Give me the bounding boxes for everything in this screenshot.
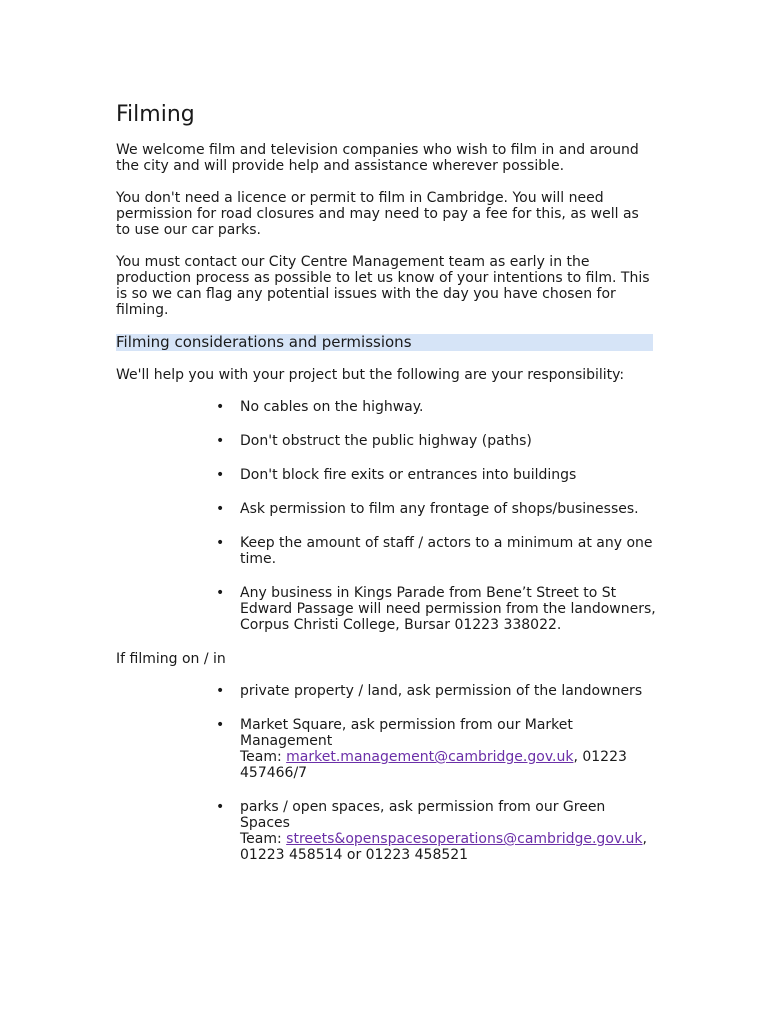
list-item-text: No cables on the highway. bbox=[240, 399, 424, 415]
list-item-text: Keep the amount of staff / actors to a minimum at any one time. bbox=[240, 535, 653, 567]
list-item bbox=[116, 467, 656, 483]
list-item-text: Any business in Kings Parade from Bene’t Street to St Edward Passage will need permission from the landowners, Corpus Christi College, Bursar 01223 338022. bbox=[240, 585, 656, 633]
bullet-icon: • bbox=[216, 717, 225, 733]
bullet-icon: • bbox=[216, 399, 225, 415]
list-item bbox=[116, 399, 656, 415]
contact-paragraph: You must contact our City Centre Management team as early in the production process as possible to let us know of your intentions to film. This is so we can flag any potential issues with the day you have chosen for filming. bbox=[116, 254, 650, 318]
filming-on-intro: If filming on / in bbox=[116, 651, 226, 667]
list-item-text: Don't obstruct the public highway (paths) bbox=[240, 433, 532, 449]
open-spaces-email-link[interactable]: streets&openspacesoperations@cambridge.gov.uk bbox=[286, 831, 643, 847]
bullet-icon: • bbox=[216, 501, 225, 517]
responsibility-intro: We'll help you with your project but the following are your responsibility: bbox=[116, 367, 625, 383]
licence-paragraph: You don't need a licence or permit to film in Cambridge. You will need permission for road closures and may need to pay a fee for this, as well as to use our car parks. bbox=[116, 190, 639, 238]
responsibility-list bbox=[116, 399, 656, 633]
intro-paragraph: We welcome film and television companies who wish to film in and around the city and will provide help and assistance wherever possible. bbox=[116, 142, 639, 174]
phone-text: , 01223 457466/7 bbox=[240, 749, 627, 781]
team-label: Team: bbox=[240, 831, 287, 847]
location-permission-list bbox=[116, 683, 656, 863]
list-item-text: private property / land, ask permission of the landowners bbox=[240, 683, 643, 699]
list-item-text: parks / open spaces, ask permission from our Green Spaces bbox=[240, 799, 606, 831]
list-item-text: Don't block fire exits or entrances into buildings bbox=[240, 467, 577, 483]
list-item bbox=[116, 683, 656, 699]
list-item bbox=[116, 717, 656, 781]
bullet-icon: • bbox=[216, 433, 225, 449]
bullet-icon: • bbox=[216, 585, 225, 601]
list-item-text: Ask permission to film any frontage of shops/businesses. bbox=[240, 501, 639, 517]
team-label: Team: bbox=[240, 749, 287, 765]
list-item bbox=[116, 433, 656, 449]
section-heading: Filming considerations and permissions bbox=[116, 334, 653, 351]
market-management-email-link[interactable]: market.management@cambridge.gov.uk bbox=[286, 749, 574, 765]
page-title: Filming bbox=[116, 102, 195, 127]
bullet-icon: • bbox=[216, 683, 225, 699]
list-item bbox=[116, 535, 656, 567]
list-item-text: Market Square, ask permission from our Market Management bbox=[240, 717, 573, 749]
bullet-icon: • bbox=[216, 535, 225, 551]
list-item bbox=[116, 501, 656, 517]
list-item bbox=[116, 585, 656, 633]
document-page bbox=[116, 100, 656, 879]
list-item bbox=[116, 799, 656, 863]
bullet-icon: • bbox=[216, 467, 225, 483]
bullet-icon: • bbox=[216, 799, 225, 815]
phone-text: , 01223 458514 or 01223 458521 bbox=[240, 831, 647, 863]
